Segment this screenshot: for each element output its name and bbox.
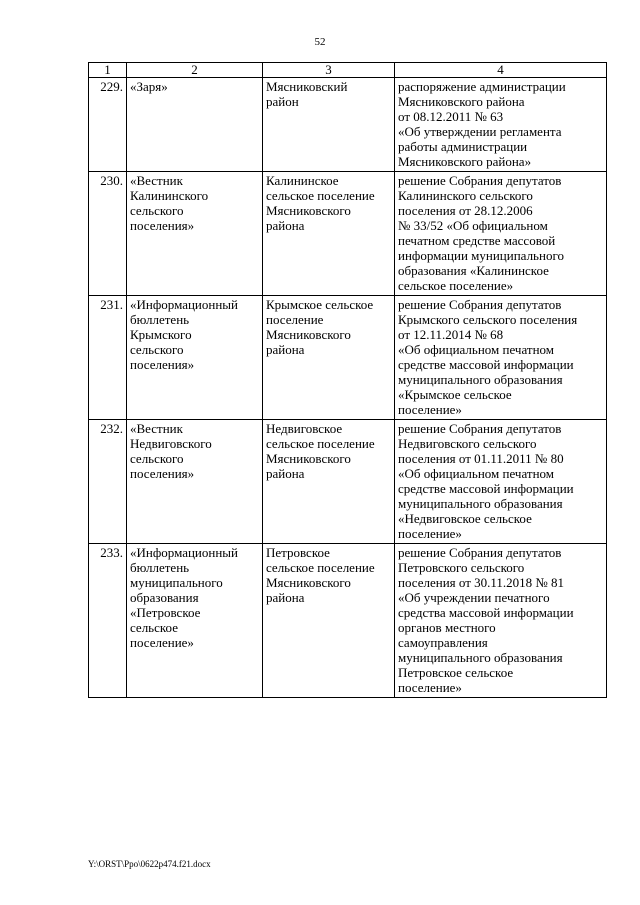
cell-line: Мясниковского xyxy=(266,451,351,466)
cell-line: поселения от 30.11.2018 № 81 xyxy=(398,575,565,590)
cell-line: района xyxy=(266,590,305,605)
cell-line: «Недвиговское сельское xyxy=(398,511,532,526)
cell-line: сельское поселение xyxy=(266,436,375,451)
cell-line: поселения от 28.12.2006 xyxy=(398,203,533,218)
cell-line: сельское поселение xyxy=(266,188,375,203)
cell-line: Калининского сельского xyxy=(398,188,533,203)
cell-line: самоуправления xyxy=(398,635,488,650)
media-name-cell xyxy=(127,544,263,698)
cell-line: поселение» xyxy=(398,402,462,417)
cell-line: образования xyxy=(130,590,199,605)
cell-line: органов местного xyxy=(398,620,496,635)
cell-line: поселения» xyxy=(130,357,195,372)
cell-line: образования «Калининское xyxy=(398,263,549,278)
cell-line: Крымское сельское xyxy=(266,297,374,312)
cell-line: поселения» xyxy=(130,466,195,481)
cell-line: средстве массовой информации xyxy=(398,357,574,372)
page-number: 52 xyxy=(314,36,326,48)
cell-line: поселение» xyxy=(130,635,194,650)
column-header-3: 3 xyxy=(263,63,395,78)
cell-line: сельского xyxy=(130,451,184,466)
cell-line: решение Собрания депутатов xyxy=(398,173,562,188)
cell-line: Недвиговского сельского xyxy=(398,436,537,451)
cell-line: информации муниципального xyxy=(398,248,564,263)
cell-line: Петровское xyxy=(266,545,330,560)
cell-line: Недвиговское xyxy=(266,421,343,436)
cell-line: Калининское xyxy=(266,173,339,188)
cell-line: района xyxy=(266,342,305,357)
cell-line: сельское поселение» xyxy=(398,278,514,293)
cell-line: «Крымское сельское xyxy=(398,387,512,402)
cell-line: «Об учреждении печатного xyxy=(398,590,550,605)
cell-line: «Об утверждении регламента xyxy=(398,124,562,139)
cell-line: № 33/52 «Об официальном xyxy=(398,218,548,233)
column-header-4: 4 xyxy=(395,63,607,78)
cell-line: «Об официальном печатном xyxy=(398,342,555,357)
publisher-cell xyxy=(263,296,395,420)
media-name-cell xyxy=(127,296,263,420)
cell-line: распоряжение администрации xyxy=(398,79,566,94)
cell-line: поселение» xyxy=(398,680,462,695)
publisher-cell xyxy=(263,420,395,544)
media-registry-table xyxy=(88,62,607,698)
cell-line: поселения» xyxy=(130,218,195,233)
cell-line: Мясниковский xyxy=(266,79,348,94)
row-number: 230. xyxy=(89,172,127,296)
cell-line: поселения от 01.11.2011 № 80 xyxy=(398,451,564,466)
cell-line: сельское xyxy=(130,620,178,635)
cell-line: решение Собрания депутатов xyxy=(398,545,562,560)
table-row xyxy=(89,544,607,698)
publisher-cell xyxy=(263,544,395,698)
cell-line: работы администрации xyxy=(398,139,528,154)
cell-line: Мясниковского района» xyxy=(398,154,532,169)
cell-line: «Петровское xyxy=(130,605,201,620)
cell-line: решение Собрания депутатов xyxy=(398,297,562,312)
cell-line: «Информационный xyxy=(130,297,238,312)
legal-act-cell xyxy=(395,420,607,544)
cell-line: муниципального образования xyxy=(398,372,563,387)
legal-act-cell xyxy=(395,296,607,420)
cell-line: от 12.11.2014 № 68 xyxy=(398,327,504,342)
cell-line: Мясниковского района xyxy=(398,94,525,109)
row-number: 233. xyxy=(89,544,127,698)
cell-line: сельского xyxy=(130,342,184,357)
table-body xyxy=(89,78,607,698)
cell-line: «Заря» xyxy=(130,79,168,94)
cell-line: Мясниковского xyxy=(266,575,351,590)
cell-line: Недвиговского xyxy=(130,436,212,451)
cell-line: Мясниковского xyxy=(266,203,351,218)
cell-line: сельского xyxy=(130,203,184,218)
cell-line: Мясниковского xyxy=(266,327,351,342)
row-number: 232. xyxy=(89,420,127,544)
cell-line: от 08.12.2011 № 63 xyxy=(398,109,504,124)
cell-line: решение Собрания депутатов xyxy=(398,421,562,436)
cell-line: «Информационный xyxy=(130,545,238,560)
table-row xyxy=(89,296,607,420)
cell-line: сельское поселение xyxy=(266,560,375,575)
cell-line: района xyxy=(266,218,305,233)
cell-line: Петровского сельского xyxy=(398,560,525,575)
legal-act-cell xyxy=(395,544,607,698)
cell-line: поселение xyxy=(266,312,324,327)
table-row xyxy=(89,420,607,544)
cell-line: средства массовой информации xyxy=(398,605,574,620)
cell-line: район xyxy=(266,94,299,109)
media-name-cell xyxy=(127,78,263,172)
cell-line: печатном средстве массовой xyxy=(398,233,556,248)
cell-line: бюллетень xyxy=(130,312,190,327)
cell-line: поселение» xyxy=(398,526,462,541)
publisher-cell xyxy=(263,172,395,296)
cell-line: Крымского сельского поселения xyxy=(398,312,578,327)
media-name-cell xyxy=(127,420,263,544)
media-name-cell xyxy=(127,172,263,296)
column-header-2: 2 xyxy=(127,63,263,78)
cell-line: «Вестник xyxy=(130,421,183,436)
cell-line: муниципального xyxy=(130,575,223,590)
cell-line: бюллетень xyxy=(130,560,190,575)
table-row xyxy=(89,172,607,296)
legal-act-cell xyxy=(395,78,607,172)
cell-line: Крымского xyxy=(130,327,192,342)
cell-line: Петровское сельское xyxy=(398,665,514,680)
cell-line: «Вестник xyxy=(130,173,183,188)
cell-line: муниципального образования xyxy=(398,496,563,511)
legal-act-cell xyxy=(395,172,607,296)
column-header-1: 1 xyxy=(89,63,127,78)
cell-line: Калининского xyxy=(130,188,209,203)
footer-file-path: Y:\ORST\Ppo\0622p474.f21.docx xyxy=(88,859,211,869)
table-row xyxy=(89,78,607,172)
cell-line: средстве массовой информации xyxy=(398,481,574,496)
cell-line: муниципального образования xyxy=(398,650,563,665)
publisher-cell xyxy=(263,78,395,172)
cell-line: района xyxy=(266,466,305,481)
row-number: 229. xyxy=(89,78,127,172)
table-header-row xyxy=(89,63,607,78)
row-number: 231. xyxy=(89,296,127,420)
cell-line: «Об официальном печатном xyxy=(398,466,555,481)
